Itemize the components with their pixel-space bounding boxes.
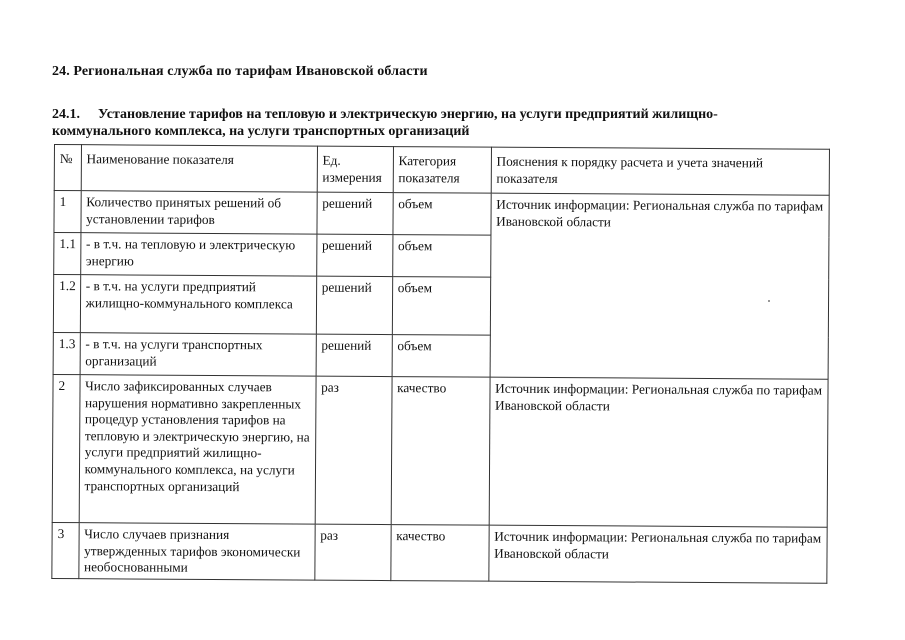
cell-unit: решений bbox=[316, 276, 392, 334]
cell-unit: раз bbox=[314, 524, 390, 580]
cell-name: - в т.ч. на тепловую и электрическую энергию bbox=[80, 233, 316, 276]
header-name: Наименование показателя bbox=[81, 145, 317, 192]
cell-notes bbox=[490, 193, 829, 379]
header-unit: Ед. измерения bbox=[317, 146, 393, 192]
table-row bbox=[52, 522, 827, 583]
cell-unit: решений bbox=[316, 334, 392, 376]
cell-num: 2 bbox=[52, 374, 80, 522]
cell-name: - в т.ч. на услуги транспортных организаций bbox=[80, 333, 316, 376]
cell-notes: Источник информации: Региональная служба по тарифам Ивановской области bbox=[488, 525, 826, 583]
header-num: № bbox=[54, 145, 81, 191]
cell-category: объем bbox=[392, 335, 490, 378]
table-row bbox=[52, 374, 828, 527]
cell-category: объем bbox=[393, 193, 491, 236]
subsection-number: 24.1. bbox=[52, 107, 80, 122]
subsection-title: Установление тарифов на тепловую и электрическую энергию, на услуги предприятий жилищно-коммунального комплекса, на услуги транспортных организаций bbox=[52, 107, 718, 139]
cell-category: качество bbox=[390, 525, 488, 581]
cell-category: объем bbox=[392, 235, 490, 278]
header-notes: Пояснения к порядку расчета и учета значений показателя bbox=[491, 147, 829, 195]
cell-num: 1 bbox=[54, 191, 81, 233]
cell-name: - в т.ч. на услуги предприятий жилищно-коммунального комплекса bbox=[80, 275, 316, 334]
header-category: Категория показателя bbox=[393, 147, 491, 194]
indicators-table bbox=[51, 144, 829, 584]
subsection-heading bbox=[52, 106, 792, 140]
cell-unit: решений bbox=[316, 234, 392, 276]
notes-text: Источник информации: Региональная служба по тарифам Ивановской области bbox=[496, 196, 824, 229]
cell-num: 1.3 bbox=[53, 332, 80, 374]
table-header-row bbox=[54, 145, 829, 196]
scan-speck bbox=[768, 300, 770, 302]
cell-num: 1.2 bbox=[53, 275, 80, 333]
cell-unit: решений bbox=[317, 192, 393, 234]
cell-name: Число зафиксированных случаев нарушения нормативно закрепленных процедур установления тарифов на тепловую и электрическую энергию, на услуги предприятий жилищно-коммунального комплекса, на услуги транспортных организаций bbox=[79, 375, 316, 524]
cell-category: качество bbox=[391, 377, 490, 526]
cell-notes: Источник информации: Региональная служба по тарифам Ивановской области bbox=[489, 377, 828, 527]
cell-name: Число случаев признания утвержденных тарифов экономически необоснованными bbox=[78, 523, 314, 580]
cell-category: объем bbox=[392, 277, 490, 336]
cell-num: 1.1 bbox=[54, 233, 81, 275]
cell-name: Количество принятых решений об установлении тарифов bbox=[81, 191, 317, 234]
section-title: 24. Региональная служба по тарифам Ивановской области bbox=[52, 64, 428, 79]
cell-unit: раз bbox=[315, 376, 392, 524]
table-row bbox=[54, 191, 829, 238]
cell-num: 3 bbox=[52, 522, 79, 578]
